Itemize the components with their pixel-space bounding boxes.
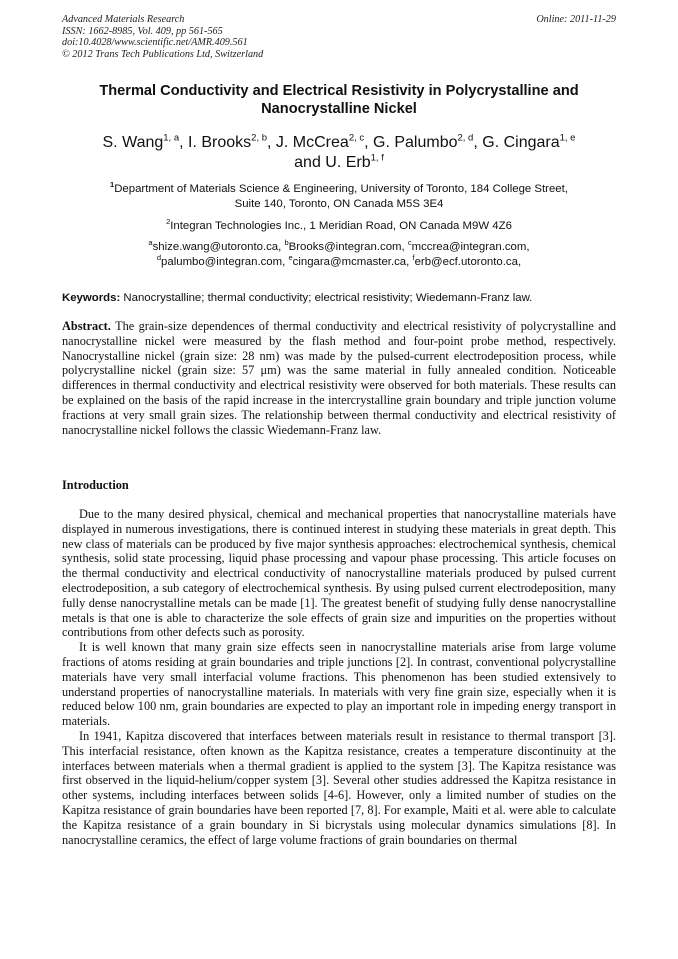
affiliation-2: $^2$Integran Technologies Inc., 1 Meridian Road, ON Canada M9W 4Z6 [166, 217, 512, 232]
email-link[interactable]: Brooks@integran.com [288, 241, 402, 253]
online-date: Online: 2011-11-29 [536, 14, 616, 25]
doi-line: doi:10.4028/www.scientific.net/AMR.409.561 [62, 37, 248, 48]
abstract-label: Abstract. [62, 319, 111, 333]
email-link[interactable]: shize.wang@utoronto.ca [152, 241, 279, 253]
abstract-text: The grain-size dependences of thermal conductivity and electrical resistivity of polycrystalline and nanocrystalline nickel were measured by the flash method and four-point probe method, respectively. Nanocrystalline nickel (grain size: 28 nm) was made by the pulsed-current electrodeposition process, while polycrystalline nickel (grain size: 57 μm) was the same material in fully annealed condition. Noticeable differences in thermal conductivity and electrical resistivity were observed for both materials. These results can be explained on the basis of the rapid increase in the intercrystalline grain boundary and triple junction volume fractions at very small grain sizes. The relationship between thermal conductivity and electrical resistivity of nanocrystalline nickel follows the classic Wiedemann-Franz law. [62, 319, 616, 437]
email-link[interactable]: cingara@mcmaster.ca [292, 256, 407, 268]
author: G. Cingara$^{1, e}$ [482, 132, 576, 151]
paper-title: Thermal Conductivity and Electrical Resistivity in Polycrystalline and Nanocrystalline Nickel [99, 83, 579, 117]
author: S. Wang$^{1, a}$, [102, 132, 189, 151]
journal-name: Advanced Materials Research [62, 14, 185, 25]
email-link[interactable]: palumbo@integran.com [161, 256, 283, 268]
paragraph: Due to the many desired physical, chemical and mechanical properties that nanocrystalline materials have displayed in numerous investigations, there is continued interest in studying these materials in great depth. This new class of materials can be produced by five major synthesis approaches: electrochemical synthesis, chemical synthesis, solid state processing, liquid phase processing and vapour phase processing. This article focuses on the thermal conductivity and electrical conductivity of nanocrystalline materials produced by pulsed current electrodeposition, a sub category of electrochemical synthesis. By using pulsed current electrodeposition, many fully dense nanocrystalline metals can be made [1]. The greatest benefit of studying fully dense nanocrystalline metals is that one is able to characterize the sole effects of grain size and impurities on the properties without contributions from other defects such as porosity. [62, 507, 616, 640]
author: and U. Erb$^{1, f}$ [294, 152, 384, 171]
author: G. Palumbo$^{2, d}$, [373, 132, 483, 151]
copyright-line: © 2012 Trans Tech Publications Ltd, Switzerland [62, 48, 264, 60]
abstract [62, 319, 616, 437]
author-list [62, 133, 616, 172]
email-link[interactable]: mccrea@integran.com [411, 241, 527, 253]
keywords-text: Nanocrystalline; thermal conductivity; electrical resistivity; Wiedemann-Franz law. [120, 292, 533, 304]
affiliation-1: $^1$Department of Materials Science & Engineering, University of Toronto, 184 College Street, Suite 140, Toronto, ON Canada M5S 3E4 [110, 180, 568, 210]
paragraph: In 1941, Kapitza discovered that interfaces between materials result in resistance to thermal transport [3]. This interfacial resistance, often known as the Kapitza resistance, creates a temperature discontinuity at the interfaces between materials when a thermal gradient is applied to the system [3]. The Kapitza resistance was first observed in the liquid-helium/copper system [3]. Several other studies addressed the Kapitza resistance in other systems, including interfaces between solids [4-6]. However, only a limited number of studies on the Kapitza resistance of grain boundaries have been reported [7, 8]. For example, Maiti et al. were able to calculate the Kapitza resistance of a grain boundary in Si bicrystals using molecular dynamics simulations [8]. In nanocrystalline ceramics, the effect of large volume fractions of grain boundaries on thermal [62, 728, 616, 847]
keywords-label: Keywords: [62, 292, 121, 304]
author: J. McCrea$^{2, c}$, [275, 132, 374, 151]
journal-header [62, 14, 263, 60]
section-heading-introduction: Introduction [62, 478, 129, 492]
paragraph: It is well known that many grain size effects seen in nanocrystalline materials arise from large volume fractions of atoms residing at grain boundaries and triple junctions [2]. In contrast, conventional polycrystalline materials have very small interfacial volume fractions. This phenomenon has been studied extensively to understand properties of nanocrystalline materials. In materials with very fine grain size, especially when it is reduced below 100 nm, grain boundaries are expected to play an important role in impeding energy transport in materials. [62, 640, 616, 729]
introduction-body [62, 507, 616, 847]
email-link[interactable]: erb@ecf.utoronto.ca [414, 256, 518, 268]
issn-line: ISSN: 1662-8985, Vol. 409, pp 561-565 [62, 25, 223, 37]
author: I. Brooks$^{2, b}$, [188, 132, 276, 151]
author-emails: $^a$shize.wang@utoronto.ca, $^b$Brooks@integran.com, $^c$mccrea@integran.com, $^d$palumbo@integran.com, $^e$cingara@mcmaster.ca, $^f$erb@ecf.utoronto.ca, [148, 238, 530, 268]
keywords [62, 291, 616, 305]
